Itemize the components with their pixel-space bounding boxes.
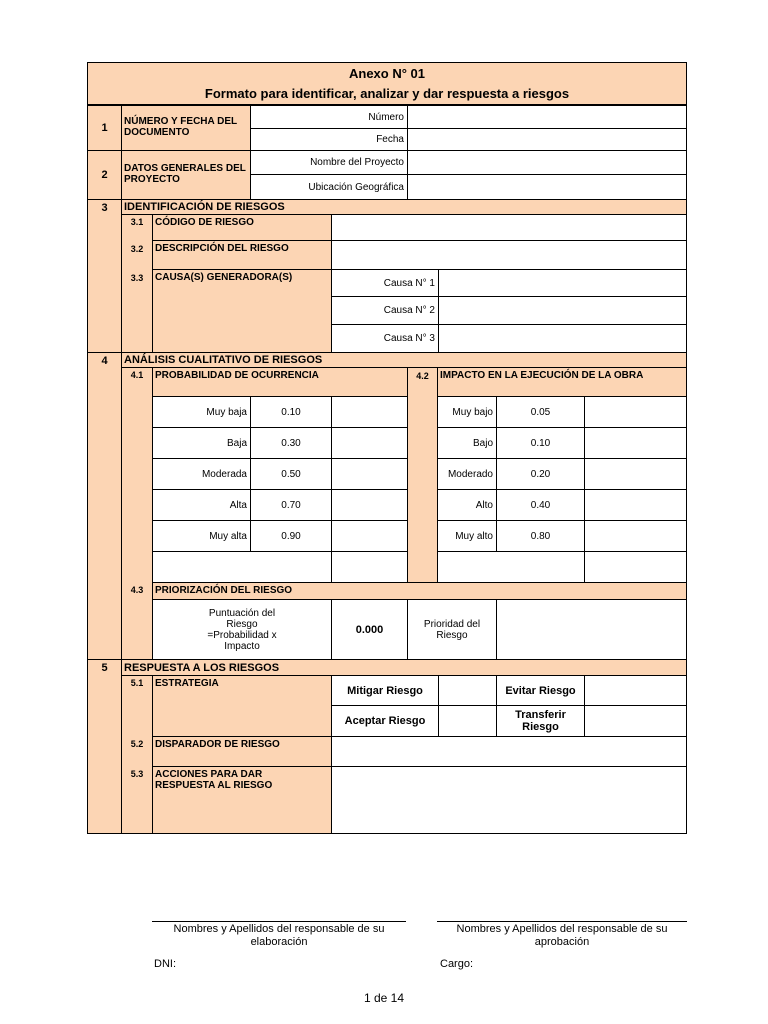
impact-low-label: Bajo xyxy=(437,427,497,459)
risk-code-field[interactable] xyxy=(331,214,687,241)
subsection-4-2-number: 4.2 xyxy=(416,371,429,381)
impact-very-high-select[interactable] xyxy=(584,520,687,552)
form-title: Formato para identificar, analizar y dar respuesta a riesgos xyxy=(204,86,570,101)
impact-low-select[interactable] xyxy=(584,427,687,459)
subsection-3-2-number: 3.2 xyxy=(130,244,144,254)
strategy-transfer-checkbox[interactable] xyxy=(584,705,687,737)
probability-very-low-label: Muy baja xyxy=(152,396,251,428)
probability-very-high-value: 0.90 xyxy=(250,520,332,552)
document-number-label: Número xyxy=(250,105,408,129)
probability-very-high-select[interactable] xyxy=(331,520,408,552)
probability-very-low-value: 0.10 xyxy=(250,396,332,428)
impact-very-low-select[interactable] xyxy=(584,396,687,428)
probability-moderate-value: 0.50 xyxy=(250,458,332,490)
cause-2-label: Causa N° 2 xyxy=(331,296,439,325)
impact-moderate-value: 0.20 xyxy=(496,458,585,490)
strategy-mitigate-checkbox[interactable] xyxy=(438,675,497,706)
section-5-indent xyxy=(121,675,153,834)
subsection-3-1-number: 3.1 xyxy=(130,217,144,227)
project-name-field[interactable] xyxy=(407,150,687,175)
risk-causes-label: CAUSA(S) GENERADORA(S) xyxy=(152,269,332,353)
cause-2-field[interactable] xyxy=(438,296,687,325)
impact-result-left xyxy=(437,551,585,583)
impact-header: IMPACTO EN LA EJECUCIÓN DE LA OBRA xyxy=(437,367,687,397)
section-3-number-column xyxy=(87,199,122,353)
subsection-3-3-number: 3.3 xyxy=(130,273,144,283)
section-4-number: 4 xyxy=(101,355,108,367)
cause-1-label: Causa N° 1 xyxy=(331,269,439,297)
strategy-transfer-label: Transferir Riesgo xyxy=(496,705,585,737)
section-1-label: NÚMERO Y FECHA DEL DOCUMENTO xyxy=(121,105,251,151)
risk-priority-field[interactable] xyxy=(496,599,687,660)
section-4-divider xyxy=(407,367,438,583)
form-header xyxy=(87,62,687,105)
risk-priority-label: Prioridad del Riesgo xyxy=(407,599,497,660)
section-2-label: DATOS GENERALES DEL PROYECTO xyxy=(121,150,251,200)
probability-result-field[interactable] xyxy=(331,551,408,583)
risk-trigger-label: DISPARADOR DE RIESGO xyxy=(152,736,332,767)
probability-low-value: 0.30 xyxy=(250,427,332,459)
probability-moderate-select[interactable] xyxy=(331,458,408,490)
strategy-avoid-label: Evitar Riesgo xyxy=(496,675,585,706)
subsection-4-3-number: 4.3 xyxy=(130,585,144,595)
probability-header: PROBABILIDAD DE OCURRENCIA xyxy=(152,367,408,397)
response-actions-label: ACCIONES PARA DAR RESPUESTA AL RIESGO xyxy=(152,766,332,834)
impact-result-field[interactable] xyxy=(584,551,687,583)
subsection-5-1-number: 5.1 xyxy=(130,678,144,688)
project-location-label: Ubicación Geográfica xyxy=(250,174,408,200)
section-4-indent xyxy=(121,367,153,660)
impact-very-high-label: Muy alto xyxy=(437,520,497,552)
impact-low-value: 0.10 xyxy=(496,427,585,459)
subsection-5-3-number: 5.3 xyxy=(130,769,144,779)
section-1-number: 1 xyxy=(87,105,122,151)
annex-number: Anexo N° 01 xyxy=(348,66,425,81)
impact-very-low-value: 0.05 xyxy=(496,396,585,428)
signature-line-right xyxy=(437,921,687,922)
risk-description-label: DESCRIPCIÓN DEL RIESGO xyxy=(152,240,332,270)
impact-moderate-select[interactable] xyxy=(584,458,687,490)
probability-high-value: 0.70 xyxy=(250,489,332,521)
section-2-number: 2 xyxy=(87,150,122,200)
cause-1-field[interactable] xyxy=(438,269,687,297)
risk-score-label: Puntuación del Riesgo =Probabilidad x Impacto xyxy=(152,599,332,660)
cause-3-field[interactable] xyxy=(438,324,687,353)
risk-prioritization-header: PRIORIZACIÓN DEL RIESGO xyxy=(152,582,687,600)
section-3-indent xyxy=(121,214,153,353)
subsection-5-2-number: 5.2 xyxy=(130,739,144,749)
impact-high-value: 0.40 xyxy=(496,489,585,521)
probability-result-left xyxy=(152,551,332,583)
probability-very-low-select[interactable] xyxy=(331,396,408,428)
impact-very-low-label: Muy bajo xyxy=(437,396,497,428)
risk-trigger-field[interactable] xyxy=(331,736,687,767)
impact-moderate-label: Moderado xyxy=(437,458,497,490)
impact-high-label: Alto xyxy=(437,489,497,521)
signature-caption-right: Nombres y Apellidos del responsable de su aprobación xyxy=(456,923,668,948)
strategy-mitigate-label: Mitigar Riesgo xyxy=(331,675,439,706)
impact-very-high-value: 0.80 xyxy=(496,520,585,552)
dni-label: DNI: xyxy=(154,958,176,970)
response-actions-field[interactable] xyxy=(331,766,687,834)
section-5-number: 5 xyxy=(101,662,108,674)
risk-code-label: CÓDIGO DE RIESGO xyxy=(152,214,332,241)
probability-high-label: Alta xyxy=(152,489,251,521)
risk-score-value: 0.000 xyxy=(331,599,408,660)
signature-line-left xyxy=(152,921,406,922)
section-5-title: RESPUESTA A LOS RIESGOS xyxy=(121,659,687,676)
subsection-4-1-number: 4.1 xyxy=(130,370,144,380)
probability-high-select[interactable] xyxy=(331,489,408,521)
section-5-number-column xyxy=(87,659,122,834)
section-3-title: IDENTIFICACIÓN DE RIESGOS xyxy=(121,199,687,215)
strategy-accept-checkbox[interactable] xyxy=(438,705,497,737)
impact-high-select[interactable] xyxy=(584,489,687,521)
strategy-label: ESTRATEGIA xyxy=(152,675,332,737)
document-date-field[interactable] xyxy=(407,128,687,151)
probability-low-label: Baja xyxy=(152,427,251,459)
strategy-avoid-checkbox[interactable] xyxy=(584,675,687,706)
project-name-label: Nombre del Proyecto xyxy=(250,150,408,175)
section-4-title: ANÁLISIS CUALITATIVO DE RIESGOS xyxy=(121,352,687,368)
signature-caption-left: Nombres y Apellidos del responsable de su elaboración xyxy=(173,923,385,948)
document-date-label: Fecha xyxy=(250,128,408,151)
section-4-number-column xyxy=(87,352,122,660)
cause-3-label: Causa N° 3 xyxy=(331,324,439,353)
risk-description-field[interactable] xyxy=(331,240,687,270)
cargo-label: Cargo: xyxy=(440,958,474,970)
document-number-field[interactable] xyxy=(407,105,687,129)
strategy-accept-label: Aceptar Riesgo xyxy=(331,705,439,737)
probability-very-high-label: Muy alta xyxy=(152,520,251,552)
page-number: 1 de 14 xyxy=(363,991,405,1005)
probability-moderate-label: Moderada xyxy=(152,458,251,490)
project-location-field[interactable] xyxy=(407,174,687,200)
section-3-number: 3 xyxy=(101,202,108,214)
probability-low-select[interactable] xyxy=(331,427,408,459)
